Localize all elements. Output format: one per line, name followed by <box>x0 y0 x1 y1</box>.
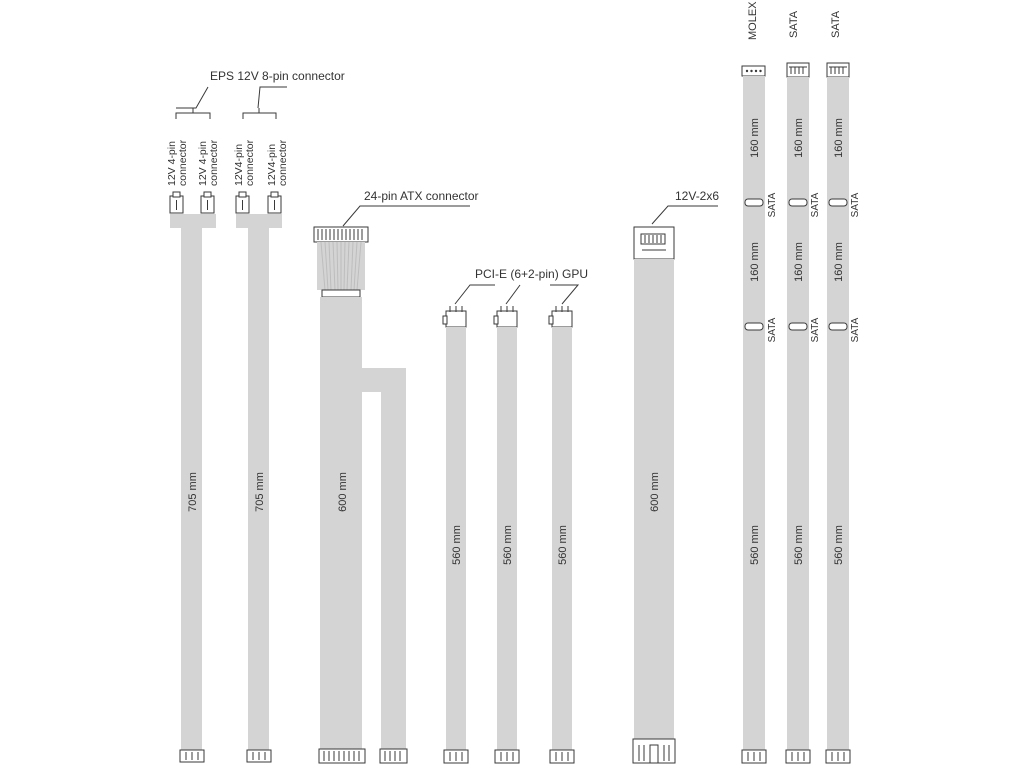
molex-sata-tap-2-label: SATA <box>767 317 778 343</box>
pcie-connector-3 <box>549 306 572 327</box>
eps-4pin-connector-b <box>201 192 214 213</box>
pcie-title: PCI-E (6+2-pin) GPU <box>475 267 589 281</box>
sata-cable-2-tap-2 <box>829 323 847 330</box>
sata-cable-1-tap-1-label: SATA <box>810 192 821 218</box>
molex-cable-body <box>743 76 765 750</box>
pcie-cable-2-length: 560 mm <box>502 525 514 565</box>
pcie-connector-2 <box>494 306 517 327</box>
sata-cable-1 <box>786 10 821 763</box>
sata-cable-1-tap-2-label: SATA <box>810 317 821 343</box>
molex-cable <box>742 1 778 763</box>
sata-cable-1-body <box>787 77 809 750</box>
sata-cable-2-seg2-length: 160 mm <box>833 242 845 282</box>
atx-psu-connector-branch <box>380 749 407 763</box>
atx-sleeve-clip <box>322 290 360 297</box>
sata-cable-2-psu-connector <box>826 750 850 763</box>
molex-sata-tap-2 <box>745 323 763 330</box>
molex-psu-connector <box>742 750 766 763</box>
sata-cable-1-seg1-length: 160 mm <box>793 118 805 158</box>
atx-psu-connector-main <box>319 749 365 763</box>
pcie-cable-group <box>443 267 588 763</box>
atx-split-bridge <box>360 368 406 392</box>
atx-title: 24-pin ATX connector <box>364 189 479 203</box>
eps-cable-2-fanout <box>236 214 282 228</box>
sata-cable-1-connector <box>787 63 809 77</box>
pcie-leader-mid <box>506 285 520 304</box>
molex-sata-tap-1 <box>745 199 763 206</box>
pcie-connector-1 <box>443 306 466 327</box>
hpwr-psu-connector <box>633 739 675 763</box>
pcie-cable-1-length: 560 mm <box>451 525 463 565</box>
sata-cable-2-tap-2-label: SATA <box>850 317 861 343</box>
pcie-leader-left <box>455 285 495 304</box>
sata-cable-1-psu-connector <box>786 750 810 763</box>
eps-4pin-connector-c <box>236 192 249 213</box>
sata-cable-2-tap-1 <box>829 199 847 206</box>
hpwr-title: 12V-2x6 <box>675 189 720 203</box>
sata-cable-2-seg1-length: 160 mm <box>833 118 845 158</box>
hpwr-cable <box>633 189 719 763</box>
eps-cable-group <box>166 69 345 762</box>
eps-pin4-label-4b: connector <box>277 139 289 186</box>
eps-cable-2-length: 705 mm <box>254 472 266 512</box>
sata-cable-2-body <box>827 77 849 750</box>
eps-cable-2 <box>236 192 282 762</box>
atx-length: 600 mm <box>337 472 349 512</box>
pcie-leader-right <box>550 285 578 304</box>
sata-cable-1-tap-1 <box>789 199 807 206</box>
sata-cable-1-tap-2 <box>789 323 807 330</box>
sata-cable-2-top-label: SATA <box>830 10 842 38</box>
eps-cable-1-psu-connector <box>180 750 204 762</box>
eps-cable-1 <box>170 192 216 762</box>
eps-connector-leader <box>258 87 287 108</box>
eps-title: EPS 12V 8-pin connector <box>210 69 345 83</box>
molex-main-length: 560 mm <box>749 525 761 565</box>
eps-4pin-connector-d <box>268 192 281 213</box>
sata-cable-1-seg2-length: 160 mm <box>793 242 805 282</box>
pcie-cable-2-psu-connector <box>495 750 519 763</box>
eps-pin4-label-3a: 12V4-pin <box>233 143 245 186</box>
eps-pin4-label-1a: 12V 4-pin <box>166 141 178 186</box>
molex-seg2-length: 160 mm <box>749 242 761 282</box>
pcie-cable-1 <box>443 306 468 763</box>
eps-pin4-label-2a: 12V 4-pin <box>197 141 209 186</box>
eps-pin4-label-4a: 12V4-pin <box>266 143 278 186</box>
eps-bracket-left <box>176 113 210 119</box>
sata-cable-1-main-length: 560 mm <box>793 525 805 565</box>
pcie-cable-2 <box>494 306 519 763</box>
sata-cable-2-connector <box>827 63 849 77</box>
eps-pin4-label-3b: connector <box>244 139 256 186</box>
molex-top-label: MOLEX <box>747 1 759 40</box>
eps-4pin-connector-a <box>170 192 183 213</box>
pcie-cable-3 <box>549 306 574 763</box>
eps-bracket-right <box>243 113 276 119</box>
eps-leader-line <box>176 87 208 108</box>
sata-cable-2 <box>826 10 861 763</box>
eps-pin4-label-2b: connector <box>208 139 220 186</box>
sata-cable-2-main-length: 560 mm <box>833 525 845 565</box>
molex-connector <box>742 66 765 76</box>
pcie-cable-3-psu-connector <box>550 750 574 763</box>
hpwr-length: 600 mm <box>649 472 661 512</box>
pcie-cable-3-length: 560 mm <box>557 525 569 565</box>
atx-leader-line <box>343 206 470 226</box>
atx-split-branch <box>381 390 406 750</box>
eps-cable-2-psu-connector <box>247 750 271 762</box>
atx-main-body <box>320 297 362 750</box>
sata-cable-1-top-label: SATA <box>788 10 800 38</box>
pcie-cable-1-psu-connector <box>444 750 468 763</box>
eps-pin4-label-1b: connector <box>177 139 189 186</box>
eps-cable-1-fanout <box>170 214 216 228</box>
eps-cable-1-length: 705 mm <box>187 472 199 512</box>
molex-seg1-length: 160 mm <box>749 118 761 158</box>
hpwr-leader-line <box>652 206 718 224</box>
molex-sata-tap-1-label: SATA <box>767 192 778 218</box>
hpwr-connector-head <box>634 227 674 259</box>
sata-cable-2-tap-1-label: SATA <box>850 192 861 218</box>
